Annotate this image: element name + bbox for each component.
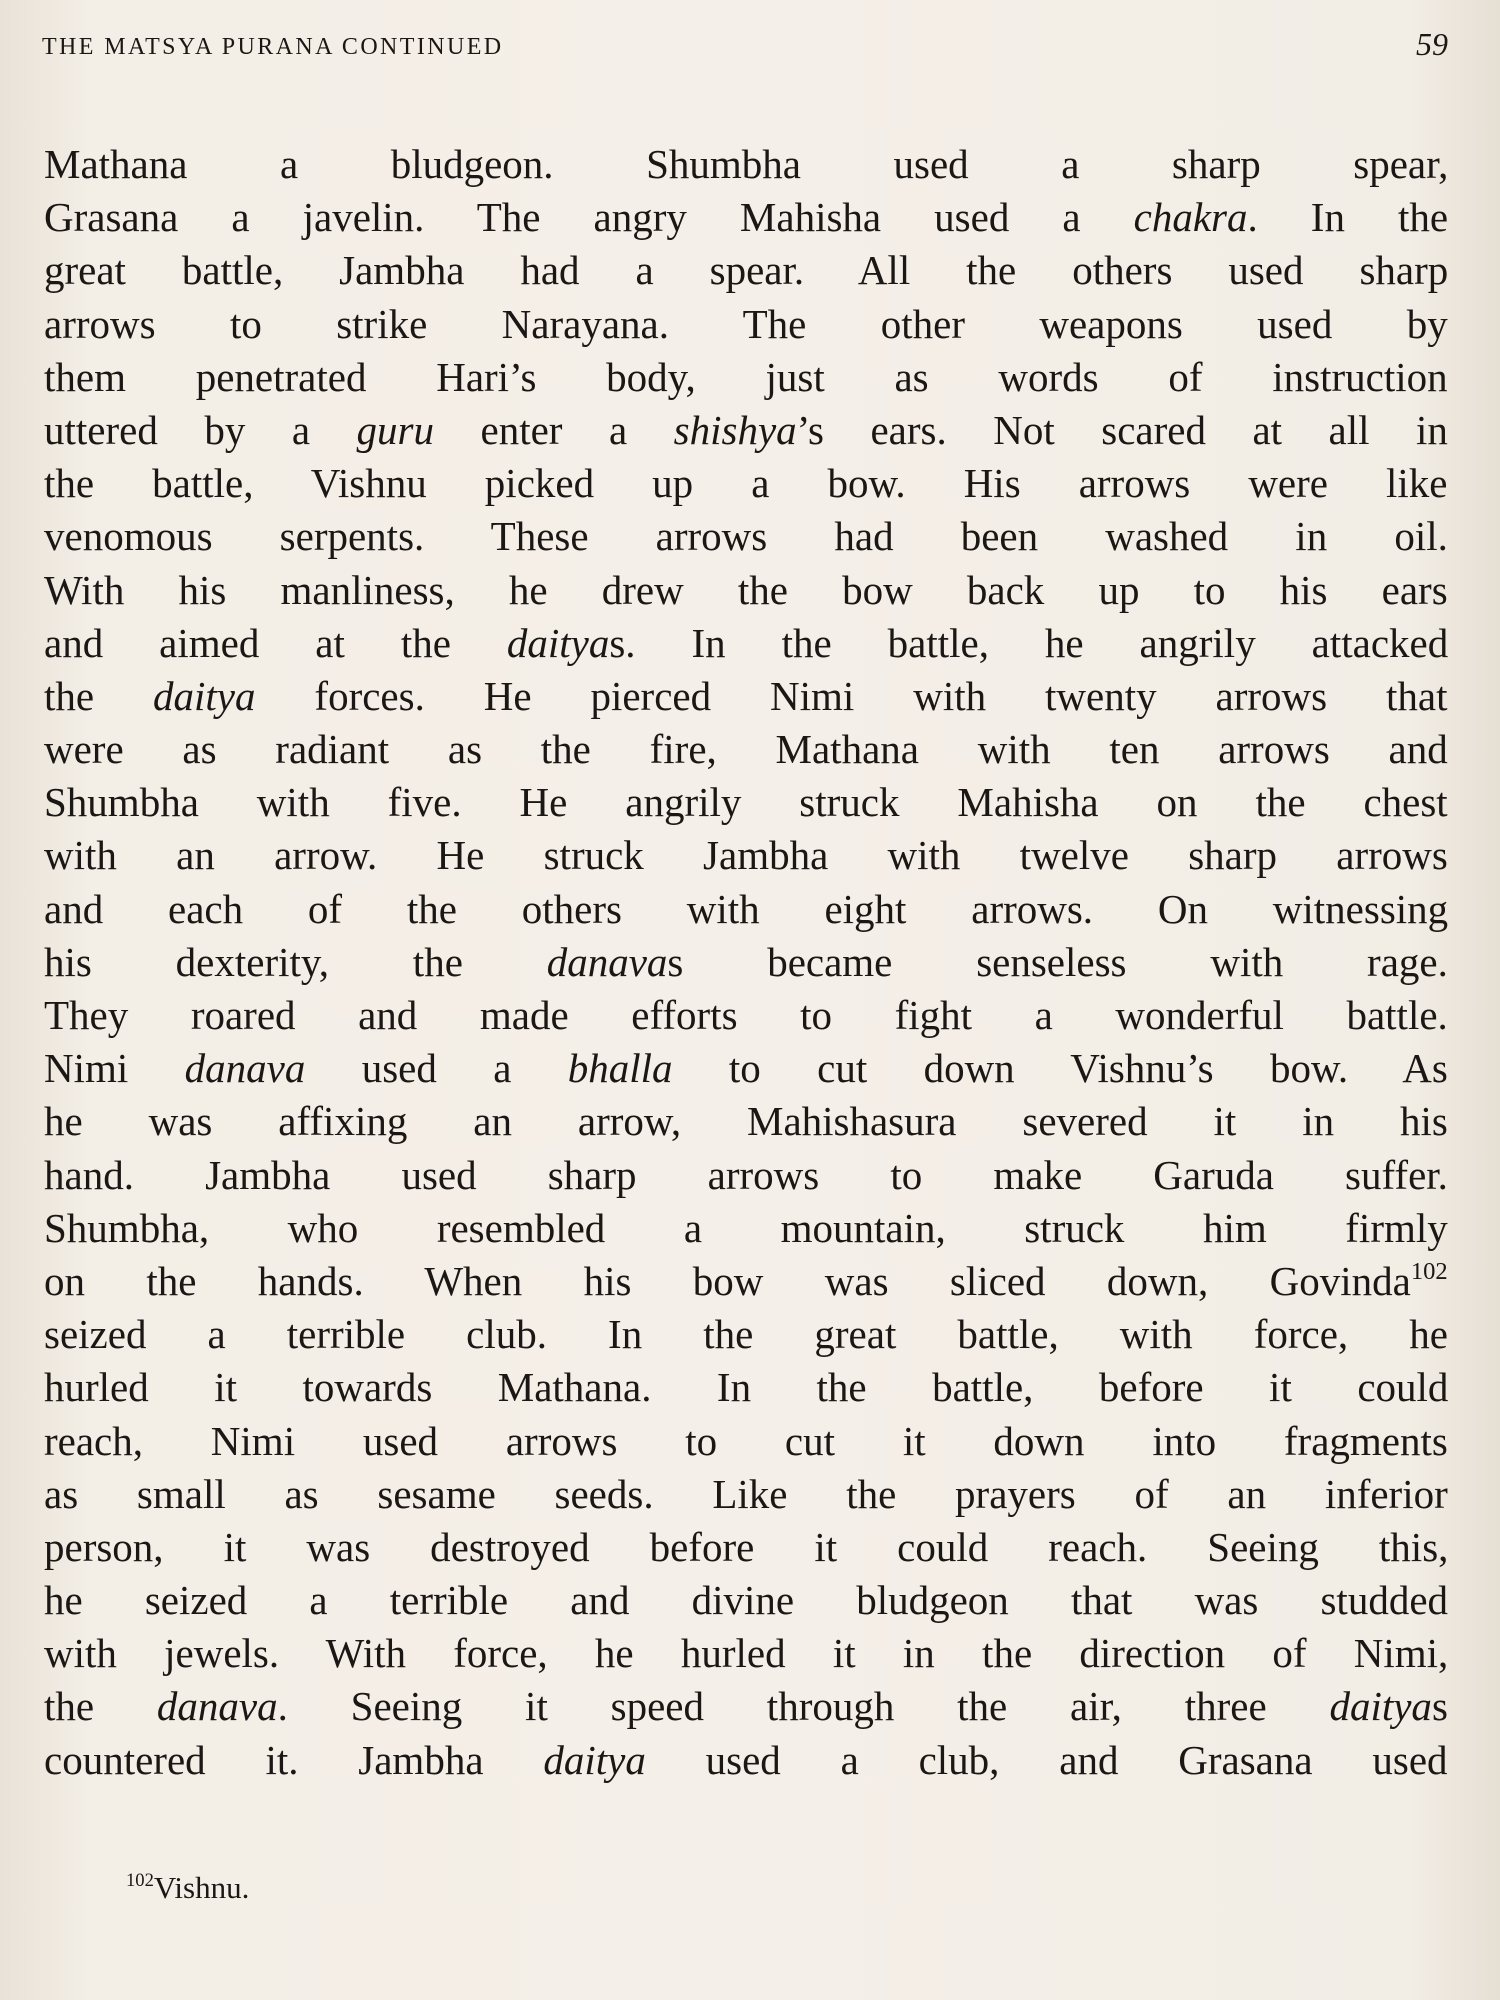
text-line xyxy=(44,1734,1448,1787)
italic-term: daitya xyxy=(506,619,610,666)
text-line xyxy=(44,776,1448,829)
text-line xyxy=(44,351,1448,404)
text-line xyxy=(44,617,1448,670)
italic-term: guru xyxy=(356,406,434,453)
text-run: seized a terrible club. In the great battle, with force, he xyxy=(44,1311,1448,1358)
page-number: 59 xyxy=(1416,26,1448,62)
text-line xyxy=(44,1680,1448,1733)
text-run: venomous serpents. These arrows had been washed in oil. xyxy=(44,513,1448,560)
text-line xyxy=(44,1627,1448,1680)
text-run: person, it was destroyed before it could reach. Seeing this, xyxy=(44,1523,1449,1570)
text-line xyxy=(44,670,1448,723)
text-line xyxy=(44,829,1448,882)
text-run: . In the xyxy=(1247,194,1449,241)
text-run: s xyxy=(1431,1683,1448,1730)
text-line xyxy=(44,510,1448,563)
italic-term: daitya xyxy=(1329,1683,1432,1730)
text-line xyxy=(44,1149,1448,1202)
text-run: were as radiant as the fire, Mathana with ten arrows and xyxy=(44,726,1448,773)
text-line xyxy=(44,723,1448,776)
text-run: on the hands. When his bow was sliced down, Govinda xyxy=(44,1257,1411,1304)
text-line xyxy=(44,1521,1448,1574)
text-line xyxy=(44,1095,1448,1148)
text-run: the battle, Vishnu picked up a bow. His arrows were like xyxy=(44,460,1448,507)
text-line xyxy=(44,1415,1448,1468)
text-line xyxy=(44,1042,1448,1095)
text-run: them penetrated Hari’s body, just as words of instruction xyxy=(44,353,1448,400)
italic-term: danava xyxy=(156,1683,278,1730)
text-run: Nimi xyxy=(44,1045,185,1092)
running-head: THE MATSYA PURANA CONTINUED xyxy=(42,34,504,60)
text-run: used a club, and Grasana used xyxy=(645,1736,1448,1783)
text-line xyxy=(44,244,1448,297)
text-run: the xyxy=(44,672,154,719)
text-line xyxy=(44,1468,1448,1521)
text-run: with an arrow. He struck Jambha with twelve sharp arrows xyxy=(44,832,1448,879)
text-line xyxy=(44,1255,1448,1308)
footnote-reference: 102 xyxy=(1410,1257,1448,1285)
text-run: ’s ears. Not scared at all in xyxy=(796,406,1448,453)
text-line xyxy=(44,457,1448,510)
text-line xyxy=(44,138,1448,191)
text-run: arrows to strike Narayana. The other weapons used by xyxy=(44,300,1448,347)
text-run: . Seeing it speed through the air, three xyxy=(277,1683,1330,1730)
text-run: enter a xyxy=(434,406,674,453)
italic-term: danava xyxy=(184,1045,306,1092)
text-run: used a xyxy=(305,1045,568,1092)
text-run: the xyxy=(44,1683,157,1730)
text-line xyxy=(44,989,1448,1042)
footnote xyxy=(126,1870,249,1906)
text-run: uttered by a xyxy=(44,406,357,453)
text-run: Shumbha, who resembled a mountain, struck him firmly xyxy=(44,1204,1448,1251)
text-line xyxy=(44,404,1448,457)
italic-term: chakra xyxy=(1133,194,1248,241)
text-run: he was affixing an arrow, Mahishasura severed it in his xyxy=(44,1098,1448,1145)
italic-term: shishya xyxy=(673,406,797,453)
text-run: he seized a terrible and divine bludgeon that was studded xyxy=(44,1577,1449,1624)
footnote-text: Vishnu. xyxy=(153,1870,250,1905)
text-run: with jewels. With force, he hurled it in the direction of Nimi, xyxy=(44,1630,1449,1677)
text-run: reach, Nimi used arrows to cut it down into fragments xyxy=(44,1417,1448,1464)
text-line xyxy=(44,1308,1448,1361)
text-run: They roared and made efforts to fight a wonderful battle. xyxy=(44,992,1448,1038)
text-run: and each of the others with eight arrows. On witnessing xyxy=(44,885,1449,932)
text-run: great battle, Jambha had a spear. All the others used sharp xyxy=(44,247,1449,294)
text-line xyxy=(44,1574,1448,1627)
text-line xyxy=(44,191,1448,244)
text-run: With his manliness, he drew the bow back up to his ears xyxy=(44,566,1448,613)
text-run: forces. He pierced Nimi with twenty arrows that xyxy=(255,672,1448,719)
text-run: and aimed at the xyxy=(44,619,507,666)
text-run: as small as sesame seeds. Like the prayers of an inferior xyxy=(44,1470,1448,1517)
text-line xyxy=(44,564,1448,617)
text-run: Shumbha with five. He angrily struck Mahisha on the chest xyxy=(44,779,1448,826)
italic-term: daitya xyxy=(153,672,256,719)
text-run: Mathana a bludgeon. Shumbha used a sharp spear, xyxy=(44,141,1449,187)
italic-term: daitya xyxy=(543,1736,646,1783)
text-run: s. In the battle, he angrily attacked xyxy=(609,619,1449,666)
italic-term: danava xyxy=(546,938,668,985)
text-run: to cut down Vishnu’s bow. As xyxy=(672,1045,1448,1092)
text-run: hand. Jambha used sharp arrows to make Garuda suffer. xyxy=(44,1151,1448,1198)
footnote-marker: 102 xyxy=(126,1869,154,1891)
body-text xyxy=(44,138,1448,1787)
text-line xyxy=(44,1202,1448,1255)
text-run: s became senseless with rage. xyxy=(667,938,1448,985)
text-run: Grasana a javelin. The angry Mahisha used a xyxy=(44,194,1134,241)
text-run: countered it. Jambha xyxy=(44,1736,544,1783)
italic-term: bhalla xyxy=(567,1045,673,1092)
text-line xyxy=(44,298,1448,351)
text-line xyxy=(44,936,1448,989)
text-run: his dexterity, the xyxy=(44,938,547,985)
text-line xyxy=(44,1361,1448,1414)
text-run: hurled it towards Mathana. In the battle, before it could xyxy=(44,1364,1449,1411)
text-line xyxy=(44,883,1448,936)
